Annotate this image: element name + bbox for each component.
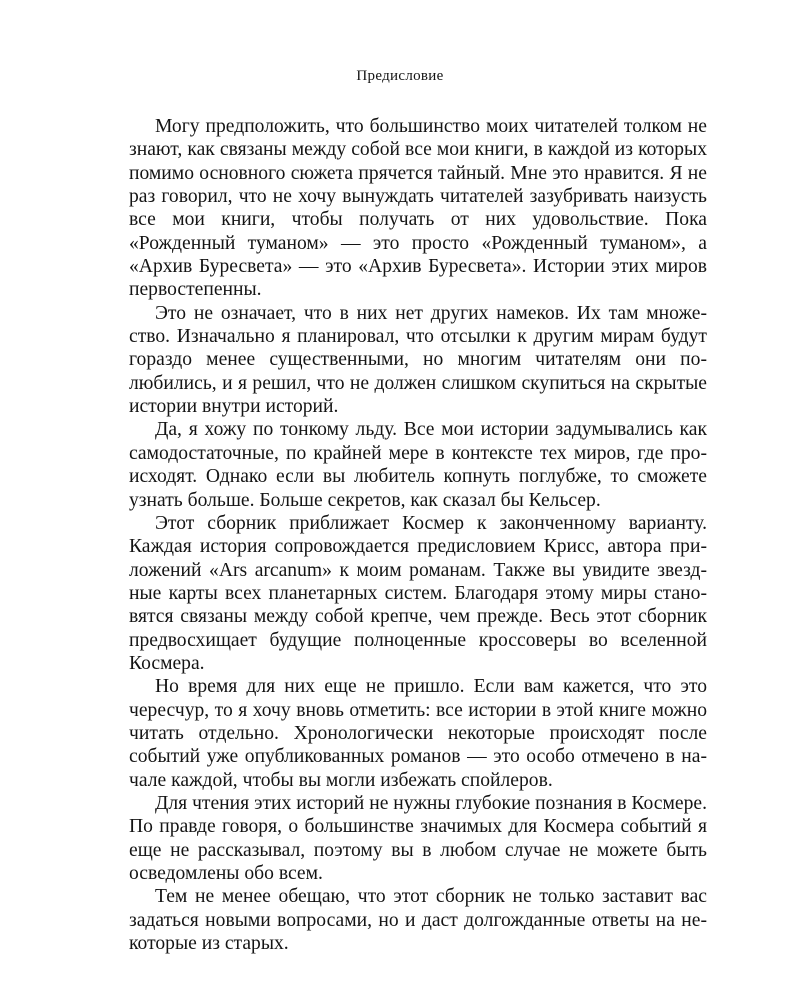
paragraph-4: Этот сборник приближает Космер к законченному варианту. Каждая история сопровождается предисловием Крисс, автора приложений «Ars arcanum» к моим романам. Также вы увидите звездные карты всех планетарных систем. Благодаря этому миры становятся связаны между собой крепче, чем прежде. Весь этот сборник предвосхищает будущие полноценные кроссоверы во вселенной Космера. <box>129 512 707 674</box>
paragraph-1: Могу предположить, что большинство моих читателей толком не знают, как связаны между собой все мои книги, в каждой из которых помимо основного сюжета прячется тайный. Мне это нравится. Я не раз говорил, что не хочу вынуждать читателей зазубривать наизусть все мои книги, чтобы получать от них удовольствие. Пока «Рожденный туманом» — это просто «Рожденный туманом», а «Архив Буресвета» — это «Архив Буресвета». Истории этих миров первостепенны. <box>129 116 707 301</box>
paragraph-5: Но время для них еще не пришло. Если вам кажется, что это чересчур, то я хочу вновь отметить: все истории в этой книге можно читать отдельно. Хронологически некоторые происходят после событий уже опубликованных романов — это особо отмечено в начале каждой, чтобы вы могли избежать спойлеров. <box>129 676 707 791</box>
paragraph-2: Это не означает, что в них нет других намеков. Их там множество. Изначально я планировал, что отсылки к другим мирам будут гораздо менее существенными, но многим читателям они полюбились, и я решил, что не должен слишком скупиться на скрытые истории внутри историй. <box>129 302 707 418</box>
body-text <box>129 115 707 955</box>
paragraph-6: Для чтения этих историй не нужны глубокие познания в Космере. По правде говоря, о большинстве значимых для Космера событий я еще не рассказывал, поэтому вы в любом случае не можете быть осведомлены обо всем. <box>129 792 707 884</box>
paragraph-3: Да, я хожу по тонкому льду. Все мои истории задумывались как самодостаточные, по крайней мере в контексте тех миров, где происходят. Однако если вы любитель копнуть поглубже, то сможете узнать больше. Больше секретов, как сказал бы Кельсер. <box>129 419 707 511</box>
paragraph-7: Тем не менее обещаю, что этот сборник не только заставит вас задаться новыми вопросами, но и даст долгожданные ответы на некоторые из старых. <box>129 886 707 955</box>
running-head: Предисловие <box>356 68 444 84</box>
